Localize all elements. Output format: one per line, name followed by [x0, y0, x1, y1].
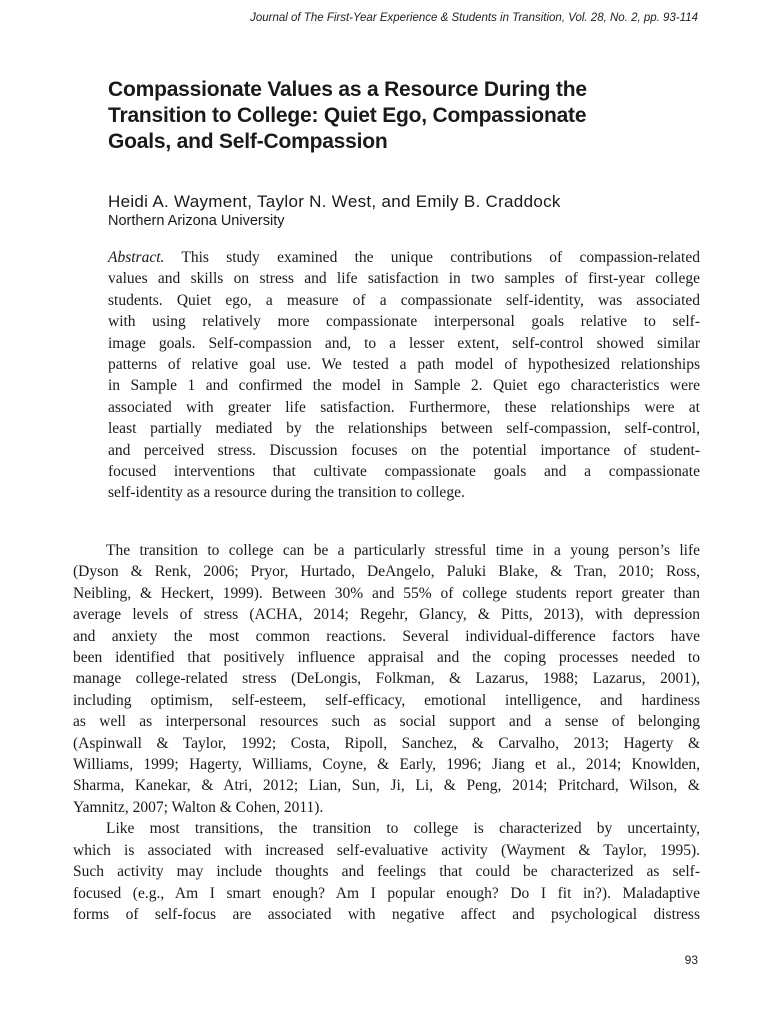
- abstract-label: Abstract.: [108, 249, 165, 266]
- body-line: average levels of stress (ACHA, 2014; Regehr, Glancy, & Pitts, 2013), with depression: [73, 606, 700, 624]
- body-line: (Dyson & Renk, 2006; Pryor, Hurtado, DeAngelo, Paluki Blake, & Tran, 2010; Ross,: [73, 563, 700, 581]
- body-line: forms of self-focus are associated with negative affect and psychological distress: [73, 905, 700, 923]
- body-line: and anxiety the most common reactions. Several individual-difference factors have: [73, 627, 700, 645]
- body-paragraph: [73, 818, 700, 925]
- abstract-line: values and skills on stress and life satisfaction in two samples of first-year college: [108, 270, 700, 288]
- body-line: been identified that positively influence appraisal and the coping processes needed to: [73, 649, 700, 667]
- body-line: Williams, 1999; Hagerty, Williams, Coyne, & Early, 1996; Jiang et al., 2014; Knowlden,: [73, 756, 700, 774]
- abstract-line: self-identity as a resource during the transition to college.: [108, 484, 465, 502]
- body-line: (Aspinwall & Taylor, 1992; Costa, Ripoll, Sanchez, & Carvalho, 2013; Hagerty &: [73, 734, 700, 752]
- abstract: [108, 247, 700, 504]
- body-line: Sharma, Kanekar, & Atri, 2012; Lian, Sun, Ji, Li, & Peng, 2014; Pritchard, Wilson, &: [73, 777, 700, 795]
- title-line: Goals, and Self-Compassion: [108, 130, 388, 153]
- body-line: as well as interpersonal resources such as social support and a sense of belonging: [73, 713, 700, 731]
- body-line: Such activity may include thoughts and feelings that could be characterized as self-: [73, 863, 700, 881]
- abstract-line: students. Quiet ego, a measure of a compassionate self-identity, was associated: [108, 291, 700, 309]
- body-paragraph: [73, 540, 700, 818]
- abstract-line: focused interventions that cultivate compassionate goals and a compassionate: [108, 463, 700, 481]
- body-text: [73, 540, 700, 925]
- abstract-line: with using relatively more compassionate interpersonal goals relative to self-: [108, 313, 700, 331]
- abstract-line: in Sample 1 and confirmed the model in Sample 2. Quiet ego characteristics were: [108, 377, 700, 395]
- body-line: Yamnitz, 2007; Walton & Cohen, 2011).: [73, 798, 324, 816]
- title-line: Transition to College: Quiet Ego, Compassionate: [108, 104, 587, 127]
- abstract-line: Abstract. This study examined the unique contributions of compassion-related: [108, 249, 700, 266]
- abstract-line: image goals. Self-compassion and, to a lesser extent, self-control showed similar: [108, 334, 700, 352]
- body-line: which is associated with increased self-evaluative activity (Wayment & Taylor, 1995).: [73, 841, 700, 859]
- abstract-line: patterns of relative goal use. We tested a path model of hypothesized relationships: [108, 356, 700, 374]
- body-line: focused (e.g., Am I smart enough? Am I popular enough? Do I fit in?). Maladaptive: [73, 884, 700, 902]
- abstract-line: and perceived stress. Discussion focuses on the potential importance of student-: [108, 441, 700, 459]
- title-line: Compassionate Values as a Resource During the: [108, 78, 587, 101]
- body-line: Like most transitions, the transition to college is characterized by uncertainty,: [106, 820, 700, 838]
- abstract-line: least partially mediated by the relationships between self-compassion, self-control,: [108, 420, 700, 438]
- body-line: including optimism, self-esteem, self-efficacy, emotional intelligence, and hardiness: [73, 691, 700, 709]
- body-line: Neibling, & Heckert, 1999). Between 30% and 55% of college students report greater than: [73, 584, 700, 602]
- body-line: manage college-related stress (DeLongis, Folkman, & Lazarus, 1988; Lazarus, 2001),: [73, 670, 700, 688]
- authors: Heidi A. Wayment, Taylor N. West, and Emily B. Craddock: [108, 192, 561, 211]
- running-head: Journal of The First-Year Experience & Students in Transition, Vol. 28, No. 2, pp. 93-114: [250, 12, 698, 24]
- affiliation: Northern Arizona University: [108, 213, 285, 229]
- article-title: [108, 77, 708, 155]
- abstract-line: associated with greater life satisfaction. Furthermore, these relationships were at: [108, 398, 700, 416]
- body-line: The transition to college can be a particularly stressful time in a young person’s life: [106, 542, 700, 559]
- page-number: 93: [684, 953, 698, 967]
